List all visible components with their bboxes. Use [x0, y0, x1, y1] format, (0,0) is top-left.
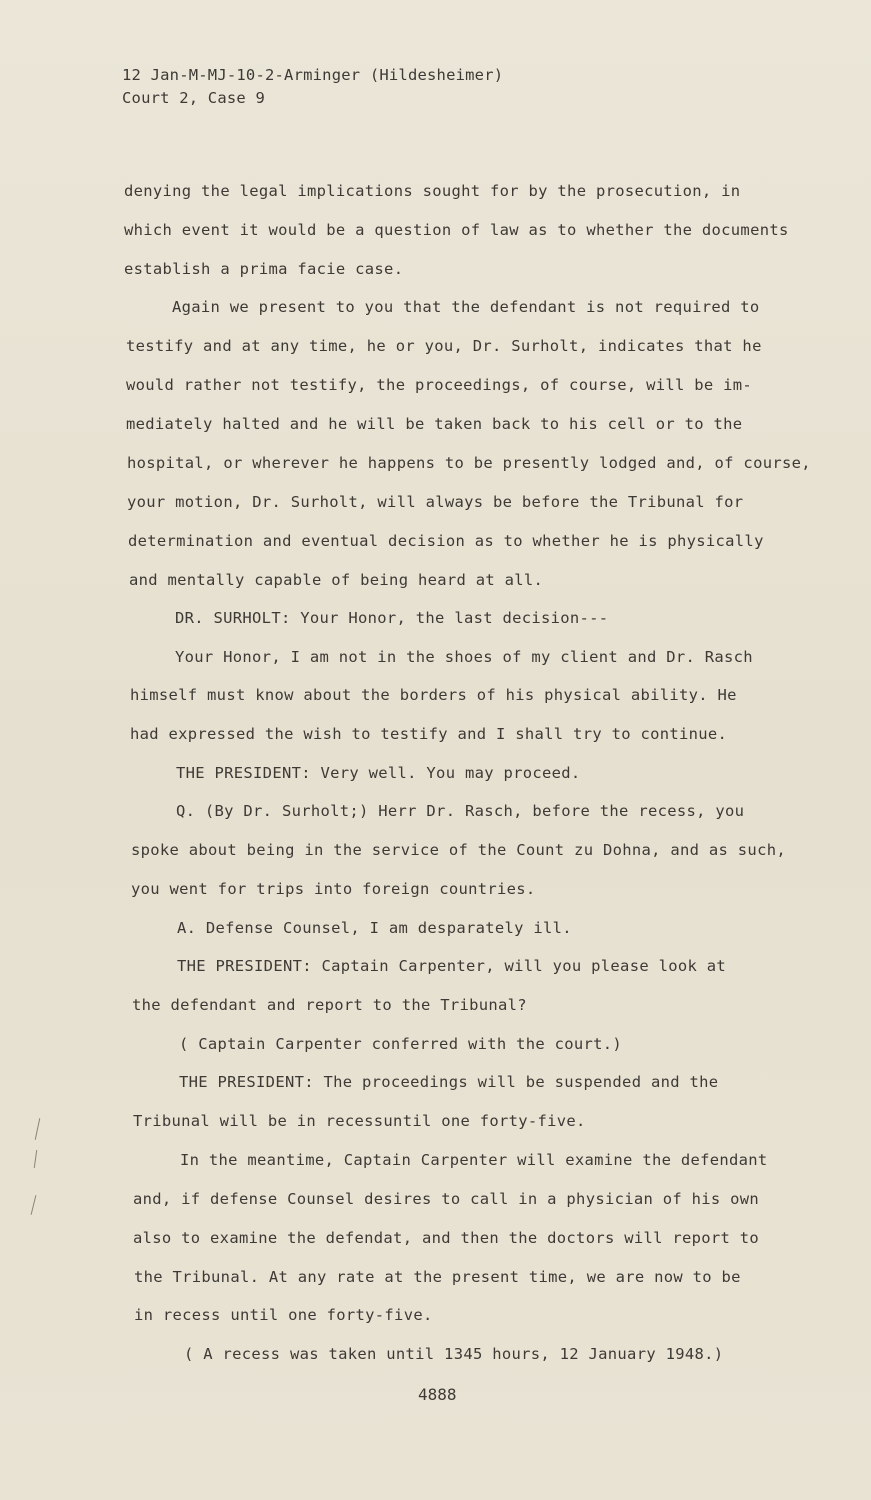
text-line: you went for trips into foreign countries.	[131, 880, 536, 898]
text-line: Your Honor, I am not in the shoes of my client and Dr. Rasch	[175, 648, 753, 666]
text-line: in recess until one forty-five.	[134, 1306, 433, 1324]
text-line: the Tribunal. At any rate at the present time, we are now to be	[134, 1268, 741, 1286]
stage-direction-line: ( A recess was taken until 1345 hours, 12 January 1948.)	[184, 1345, 724, 1363]
text-line: would rather not testify, the proceedings, of course, will be im-	[126, 376, 753, 394]
text-line: your motion, Dr. Surholt, will always be before the Tribunal for	[127, 493, 744, 511]
text-line: Again we present to you that the defendant is not required to	[172, 298, 760, 316]
page-number: 4888	[418, 1385, 457, 1404]
margin-pencil-mark	[35, 1118, 41, 1140]
speaker-line: DR. SURHOLT: Your Honor, the last decision---	[175, 609, 609, 627]
header-case-reference: 12 Jan-M-MJ-10-2-Arminger (Hildesheimer)	[122, 66, 504, 84]
speaker-line: THE PRESIDENT: Captain Carpenter, will you please look at	[177, 957, 727, 975]
text-line: and mentally capable of being heard at all.	[129, 571, 544, 589]
text-line: determination and eventual decision as to whether he is physically	[128, 532, 764, 550]
margin-pencil-mark	[34, 1150, 37, 1168]
margin-pencil-mark	[31, 1195, 37, 1215]
text-line: which event it would be a question of law as to whether the documents	[124, 221, 789, 239]
text-line: establish a prima facie case.	[124, 260, 404, 278]
text-line: himself must know about the borders of his physical ability. He	[130, 686, 737, 704]
text-line: denying the legal implications sought for by the prosecution, in	[124, 182, 741, 200]
text-line: Tribunal will be in recessuntil one forty-five.	[133, 1112, 586, 1130]
text-line: spoke about being in the service of the Count zu Dohna, and as such,	[131, 841, 786, 859]
text-line: the defendant and report to the Tribunal?	[132, 996, 527, 1014]
text-line: and, if defense Counsel desires to call in a physician of his own	[133, 1190, 760, 1208]
speaker-line: THE PRESIDENT: The proceedings will be suspended and the	[179, 1073, 719, 1091]
text-line: also to examine the defendat, and then the doctors will report to	[133, 1229, 760, 1247]
document-header	[122, 64, 503, 110]
text-line: mediately halted and he will be taken back to his cell or to the	[126, 415, 743, 433]
text-line: testify and at any time, he or you, Dr. Surholt, indicates that he	[126, 337, 762, 355]
header-court-case: Court 2, Case 9	[122, 89, 265, 107]
question-line: Q. (By Dr. Surholt;) Herr Dr. Rasch, before the recess, you	[176, 802, 745, 820]
speaker-line: THE PRESIDENT: Very well. You may proceed.	[176, 764, 581, 782]
text-line: hospital, or wherever he happens to be presently lodged and, of course,	[127, 454, 811, 472]
text-line: had expressed the wish to testify and I shall try to continue.	[130, 725, 728, 743]
answer-line: A. Defense Counsel, I am desparately ill.	[177, 919, 572, 937]
text-line: In the meantime, Captain Carpenter will examine the defendant	[180, 1151, 768, 1169]
stage-direction-line: ( Captain Carpenter conferred with the court.)	[179, 1035, 623, 1053]
